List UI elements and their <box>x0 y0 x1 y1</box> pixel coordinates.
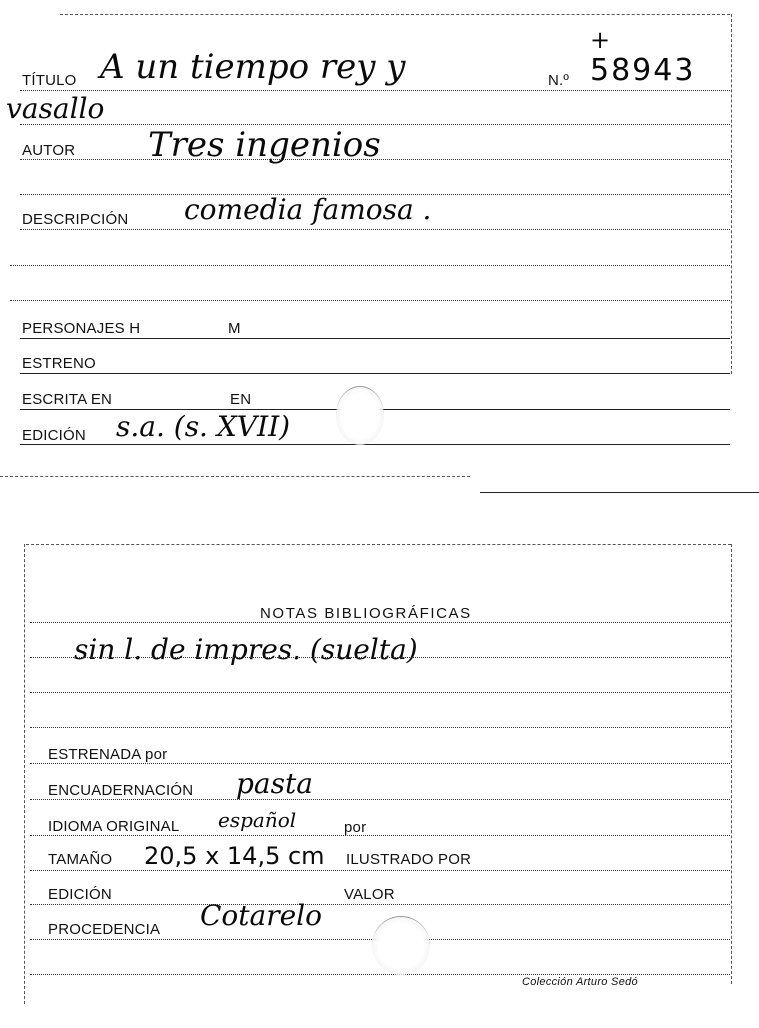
en-label: EN <box>230 391 252 408</box>
edicion-label: EDICIÓN <box>22 427 86 444</box>
encuadernacion-handwritten: pasta <box>236 767 313 800</box>
card2-left-edge <box>24 544 25 1004</box>
valor-label: VALOR <box>344 886 395 903</box>
card-right-edge <box>731 14 732 374</box>
idioma-original-label: IDIOMA ORIGINAL <box>48 818 180 835</box>
edicion2-label: EDICIÓN <box>48 886 112 903</box>
autor-rule <box>20 159 730 160</box>
descripcion-rule <box>20 229 730 230</box>
catalog-card-bottom <box>0 500 759 1028</box>
notas-rule-4 <box>30 727 730 728</box>
smudge-mark-2 <box>372 916 430 975</box>
numero-label: N.º <box>548 72 570 89</box>
card2-top-edge <box>26 544 731 545</box>
procedencia-handwritten: Cotarelo <box>200 899 322 932</box>
idioma-por-label: por <box>344 819 367 836</box>
notas-rule-3 <box>30 692 730 693</box>
card-cut-edge <box>0 476 470 477</box>
card-top-edge <box>60 14 730 15</box>
descripcion-handwritten: comedia famosa . <box>184 193 432 226</box>
tamano-rule <box>30 870 730 871</box>
collection-footer: Colección Arturo Sedó <box>522 976 638 988</box>
blank-rule-3 <box>10 300 730 301</box>
blank-rule-bottom <box>30 974 730 975</box>
tamano-label: TAMAÑO <box>48 851 113 868</box>
idioma-original-handwritten: español <box>218 808 297 832</box>
estrenada-por-label: ESTRENADA por <box>48 746 168 763</box>
ilustrado-por-label: ILUSTRADO POR <box>346 851 472 868</box>
descripcion-label: DESCRIPCIÓN <box>22 211 129 228</box>
personajes-m-label: M <box>228 320 241 337</box>
numero-mark: + <box>590 26 611 54</box>
titulo-rule <box>20 90 730 91</box>
idioma-rule <box>30 835 730 836</box>
card2-right-edge <box>731 544 732 984</box>
personajes-h-label: PERSONAJES H <box>22 320 141 337</box>
encuadernacion-label: ENCUADERNACIÓN <box>48 782 194 799</box>
notas-handwritten: sin l. de impres. (suelta) <box>74 633 418 666</box>
titulo-handwritten-line1: A un tiempo rey y <box>100 47 406 87</box>
autor-handwritten: Tres ingenios <box>148 125 381 165</box>
blank-rule-2 <box>10 265 730 266</box>
titulo-label: TÍTULO <box>22 72 77 89</box>
estrenada-rule <box>30 763 730 764</box>
procedencia-label: PROCEDENCIA <box>48 921 161 938</box>
notas-rule <box>30 622 730 623</box>
encuadernacion-rule <box>30 799 730 800</box>
edicion2-rule <box>30 904 730 905</box>
titulo-handwritten-line2: vasallo <box>6 92 105 125</box>
card-bottom-edge <box>480 492 759 493</box>
smudge-mark <box>336 386 384 445</box>
escrita-en-label: ESCRITA EN <box>22 391 113 408</box>
personajes-rule <box>20 338 730 339</box>
autor-label: AUTOR <box>22 142 76 159</box>
estreno-rule <box>20 373 730 374</box>
tamano-handwritten: 20,5 x 14,5 cm <box>144 842 325 870</box>
notas-label: NOTAS BIBLIOGRÁFICAS <box>260 605 472 622</box>
edicion-rule <box>20 444 730 445</box>
edicion-handwritten: s.a. (s. XVII) <box>116 410 291 443</box>
catalog-card-top <box>0 0 759 500</box>
estreno-label: ESTRENO <box>22 355 96 372</box>
numero-value: 58943 <box>590 53 696 88</box>
notas-rule-2 <box>30 657 730 658</box>
